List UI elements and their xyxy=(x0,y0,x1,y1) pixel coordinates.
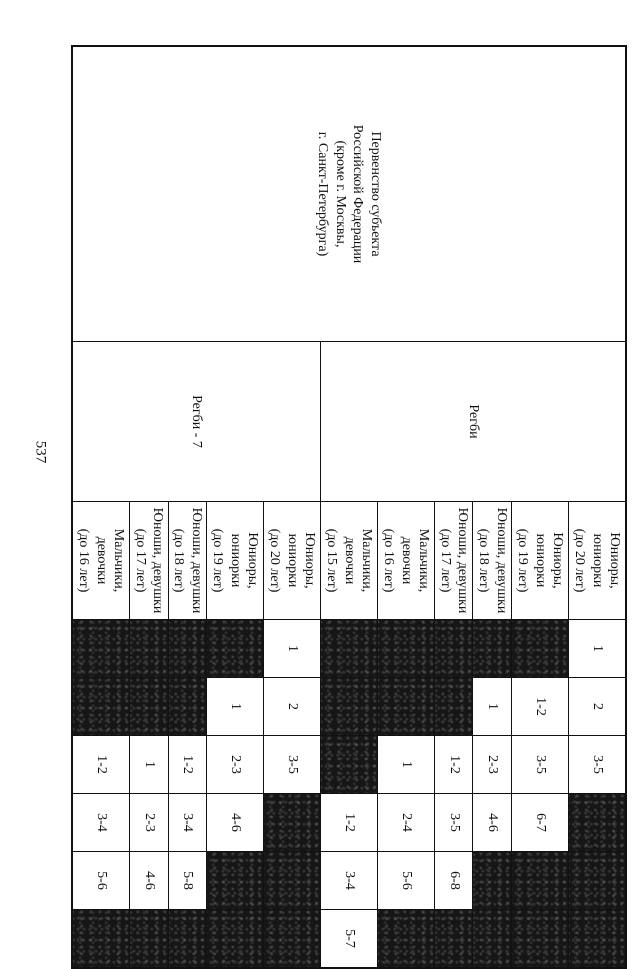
blank-cell xyxy=(511,910,568,969)
place-range: 3-5 xyxy=(511,736,568,794)
age-group-line: Юниоры, юниорки xyxy=(532,532,566,589)
blank-cell xyxy=(263,794,320,852)
age-group-line: (до 19 лет) xyxy=(515,528,531,593)
age-group-line: (до 15 лет) xyxy=(324,528,340,593)
page-number: 537 xyxy=(32,440,49,464)
blank-cell xyxy=(206,620,263,678)
blank-cell xyxy=(206,910,263,969)
place-range: 3-4 xyxy=(321,852,378,910)
blank-cell xyxy=(473,620,511,678)
place-range: 2 xyxy=(263,678,320,736)
age-group xyxy=(130,502,168,620)
age-group-line: Юниоры, юниорки xyxy=(589,532,623,589)
place-range: 1-2 xyxy=(72,736,130,794)
age-group xyxy=(168,502,206,620)
place-range: 2-3 xyxy=(206,736,263,794)
age-group xyxy=(321,502,378,620)
blank-cell xyxy=(130,678,168,736)
place-range: 1 xyxy=(206,678,263,736)
age-group-line: (до 16 лет) xyxy=(76,528,92,593)
age-group-line: (до 18 лет) xyxy=(171,528,187,593)
blank-cell xyxy=(435,910,473,969)
age-group-line: Юноши, девушки xyxy=(150,507,166,614)
place-range: 1 xyxy=(378,736,435,794)
blank-cell xyxy=(378,678,435,736)
age-group-line: Мальчики, девочки xyxy=(341,528,375,593)
place-range: 5-8 xyxy=(168,852,206,910)
age-group-line: Юноши, девушки xyxy=(455,507,471,614)
age-group-line: (до 20 лет) xyxy=(572,528,588,593)
blank-cell xyxy=(72,620,130,678)
age-group xyxy=(473,502,511,620)
age-group-line: Юноши, девушки xyxy=(188,507,204,614)
blank-cell xyxy=(72,678,130,736)
competition-line: (кроме г. Москвы, xyxy=(333,140,348,248)
competition-line: Первенство субъекта xyxy=(368,131,383,257)
place-range: 6-8 xyxy=(435,852,473,910)
table-row xyxy=(568,46,626,968)
competition-line: Российской Федерации xyxy=(350,124,366,264)
age-group xyxy=(568,502,626,620)
age-group xyxy=(435,502,473,620)
age-group-line: Юноши, девушки xyxy=(493,507,509,614)
blank-cell xyxy=(263,910,320,969)
place-range: 1-2 xyxy=(435,736,473,794)
place-range: 1-2 xyxy=(321,794,378,852)
place-range: 3-5 xyxy=(263,736,320,794)
place-range: 4-6 xyxy=(206,794,263,852)
competition-line: г. Санкт-Петербурга) xyxy=(315,131,331,257)
blank-cell xyxy=(130,620,168,678)
competition-name xyxy=(72,46,626,342)
age-group-line: (до 17 лет) xyxy=(132,528,148,593)
blank-cell xyxy=(72,910,130,969)
blank-cell xyxy=(568,910,626,969)
age-group-line: (до 19 лет) xyxy=(210,528,226,593)
age-group xyxy=(206,502,263,620)
blank-cell xyxy=(168,678,206,736)
place-range: 3-5 xyxy=(435,794,473,852)
blank-cell xyxy=(511,620,568,678)
sport-name: Регби xyxy=(321,342,627,502)
blank-cell xyxy=(378,910,435,969)
place-range: 2-4 xyxy=(378,794,435,852)
place-range: 2 xyxy=(568,678,626,736)
place-range: 2-3 xyxy=(130,794,168,852)
sports-ranking-table xyxy=(71,45,627,948)
age-group xyxy=(263,502,320,620)
place-range: 3-4 xyxy=(72,794,130,852)
blank-cell xyxy=(378,620,435,678)
place-range: 5-6 xyxy=(72,852,130,910)
age-group xyxy=(378,502,435,620)
age-group-line: Мальчики, девочки xyxy=(93,528,127,593)
age-group-line: (до 16 лет) xyxy=(381,528,397,593)
place-range: 3-4 xyxy=(168,794,206,852)
age-group-line: Юниоры, юниорки xyxy=(284,532,318,589)
place-range: 6-7 xyxy=(511,794,568,852)
blank-cell xyxy=(130,910,168,969)
blank-cell xyxy=(321,620,378,678)
place-range: 1-2 xyxy=(168,736,206,794)
blank-cell xyxy=(168,620,206,678)
blank-cell xyxy=(473,910,511,969)
age-group xyxy=(511,502,568,620)
place-range: 4-6 xyxy=(130,852,168,910)
blank-cell xyxy=(206,852,263,910)
place-range: 1 xyxy=(473,678,511,736)
blank-cell xyxy=(435,678,473,736)
place-range: 3-5 xyxy=(568,736,626,794)
age-group-line: Юниоры, юниорки xyxy=(227,532,261,589)
blank-cell xyxy=(568,794,626,852)
blank-cell xyxy=(168,910,206,969)
blank-cell xyxy=(568,852,626,910)
age-group-line: Мальчики, девочки xyxy=(398,528,432,593)
blank-cell xyxy=(321,736,378,794)
blank-cell xyxy=(263,852,320,910)
place-range: 1-2 xyxy=(511,678,568,736)
place-range: 4-6 xyxy=(473,794,511,852)
place-range: 1 xyxy=(568,620,626,678)
ranking-table xyxy=(71,45,627,969)
age-group-line: (до 18 лет) xyxy=(476,528,492,593)
sport-name: Регби - 7 xyxy=(72,342,321,502)
place-range: 2-3 xyxy=(473,736,511,794)
blank-cell xyxy=(473,852,511,910)
place-range: 1 xyxy=(263,620,320,678)
age-group-line: (до 17 лет) xyxy=(437,528,453,593)
age-group-line: (до 20 лет) xyxy=(267,528,283,593)
blank-cell xyxy=(321,678,378,736)
place-range: 1 xyxy=(130,736,168,794)
blank-cell xyxy=(511,852,568,910)
age-group xyxy=(72,502,130,620)
place-range: 5-7 xyxy=(321,910,378,969)
place-range: 5-6 xyxy=(378,852,435,910)
blank-cell xyxy=(435,620,473,678)
